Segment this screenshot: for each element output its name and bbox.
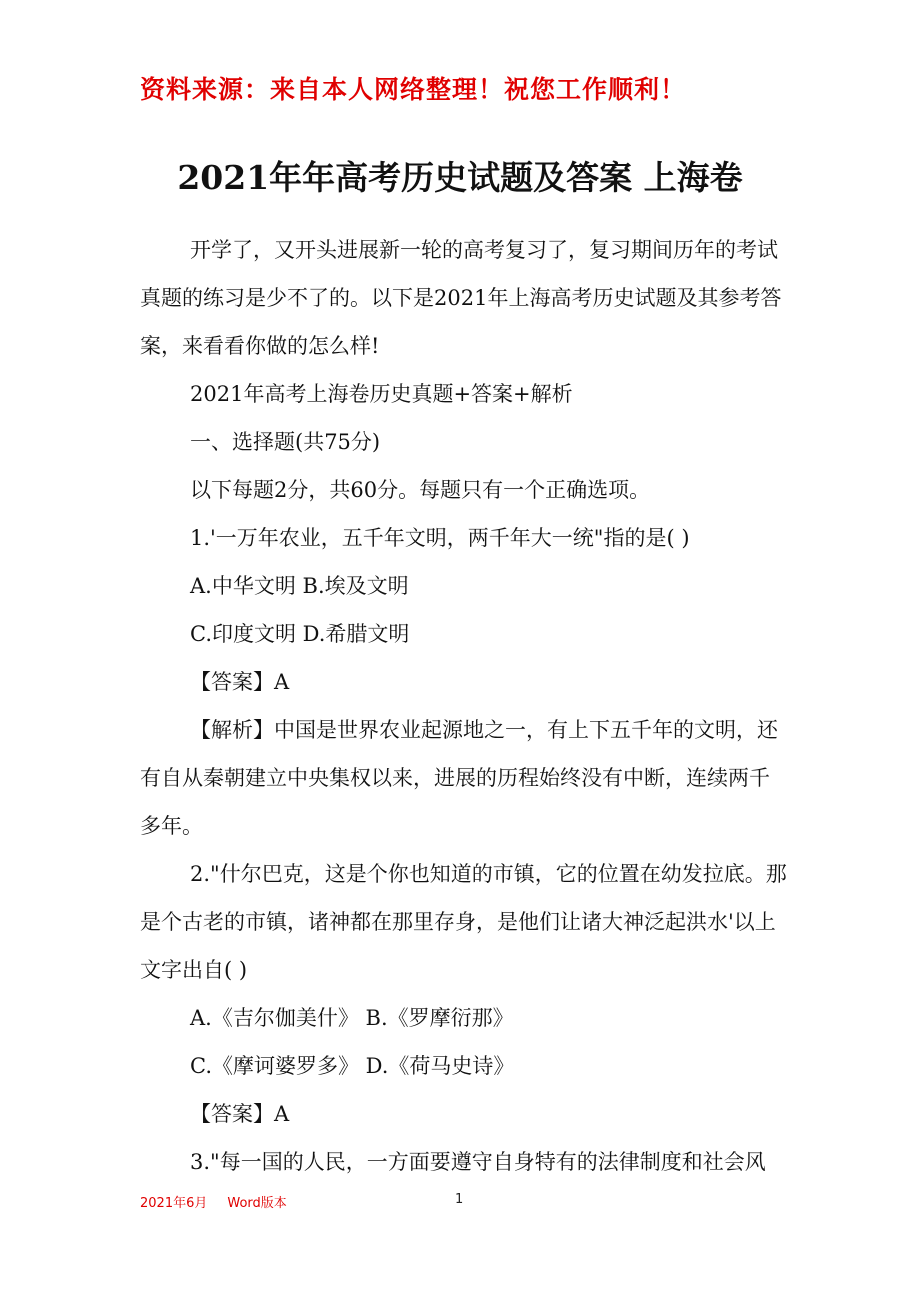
source-banner: 资料来源：来自本人网络整理！祝您工作顺利！ <box>140 75 687 104</box>
footer-date: 2021年6月 <box>140 1196 208 1211</box>
question-1-stem: 1.'一万年农业，五千年文明，两千年大一统"指的是( ) <box>190 526 690 550</box>
section-heading: 一、选择题(共75分) <box>190 430 381 454</box>
document-body <box>140 226 790 1186</box>
page-number: 1 <box>455 1192 464 1207</box>
question-1-answer: 【答案】A <box>190 670 290 694</box>
question-2-options-ab: A.《吉尔伽美什》 B.《罗摩衍那》 <box>190 1006 514 1030</box>
question-2-options-cd: C.《摩诃婆罗多》 D.《荷马史诗》 <box>190 1054 515 1078</box>
subtitle: 2021年高考上海卷历史真题+答案+解析 <box>190 382 573 406</box>
question-2-stem: 2."什尔巴克，这是个你也知道的市镇，它的位置在幼发拉底。那是个古老的市镇，诸神都在那里存身，是他们让诸大神泛起洪水'以上文字出自( ) <box>140 862 787 982</box>
section-note: 以下每题2分，共60分。每题只有一个正确选项。 <box>190 478 651 502</box>
intro-paragraph: 开学了，又开头进展新一轮的高考复习了，复习期间历年的考试真题的练习是少不了的。以下是2021年上海高考历史试题及其参考答案，来看看你做的怎么样! <box>140 238 782 358</box>
question-1-analysis: 【解析】中国是世界农业起源地之一，有上下五千年的文明，还有自从秦朝建立中央集权以来，进展的历程始终没有中断，连续两千多年。 <box>140 718 778 838</box>
question-1-options-cd: C.印度文明 D.希腊文明 <box>190 622 410 646</box>
page-title: 2021年年高考历史试题及答案 上海卷 <box>177 158 743 197</box>
footer <box>140 1192 287 1211</box>
question-2-answer: 【答案】A <box>190 1102 290 1126</box>
footer-version: Word版本 <box>227 1196 287 1211</box>
question-1-options-ab: A.中华文明 B.埃及文明 <box>190 574 409 598</box>
question-3-stem: 3."每一国的人民，一方面要遵守自身特有的法律制度和社会风 <box>190 1150 766 1174</box>
